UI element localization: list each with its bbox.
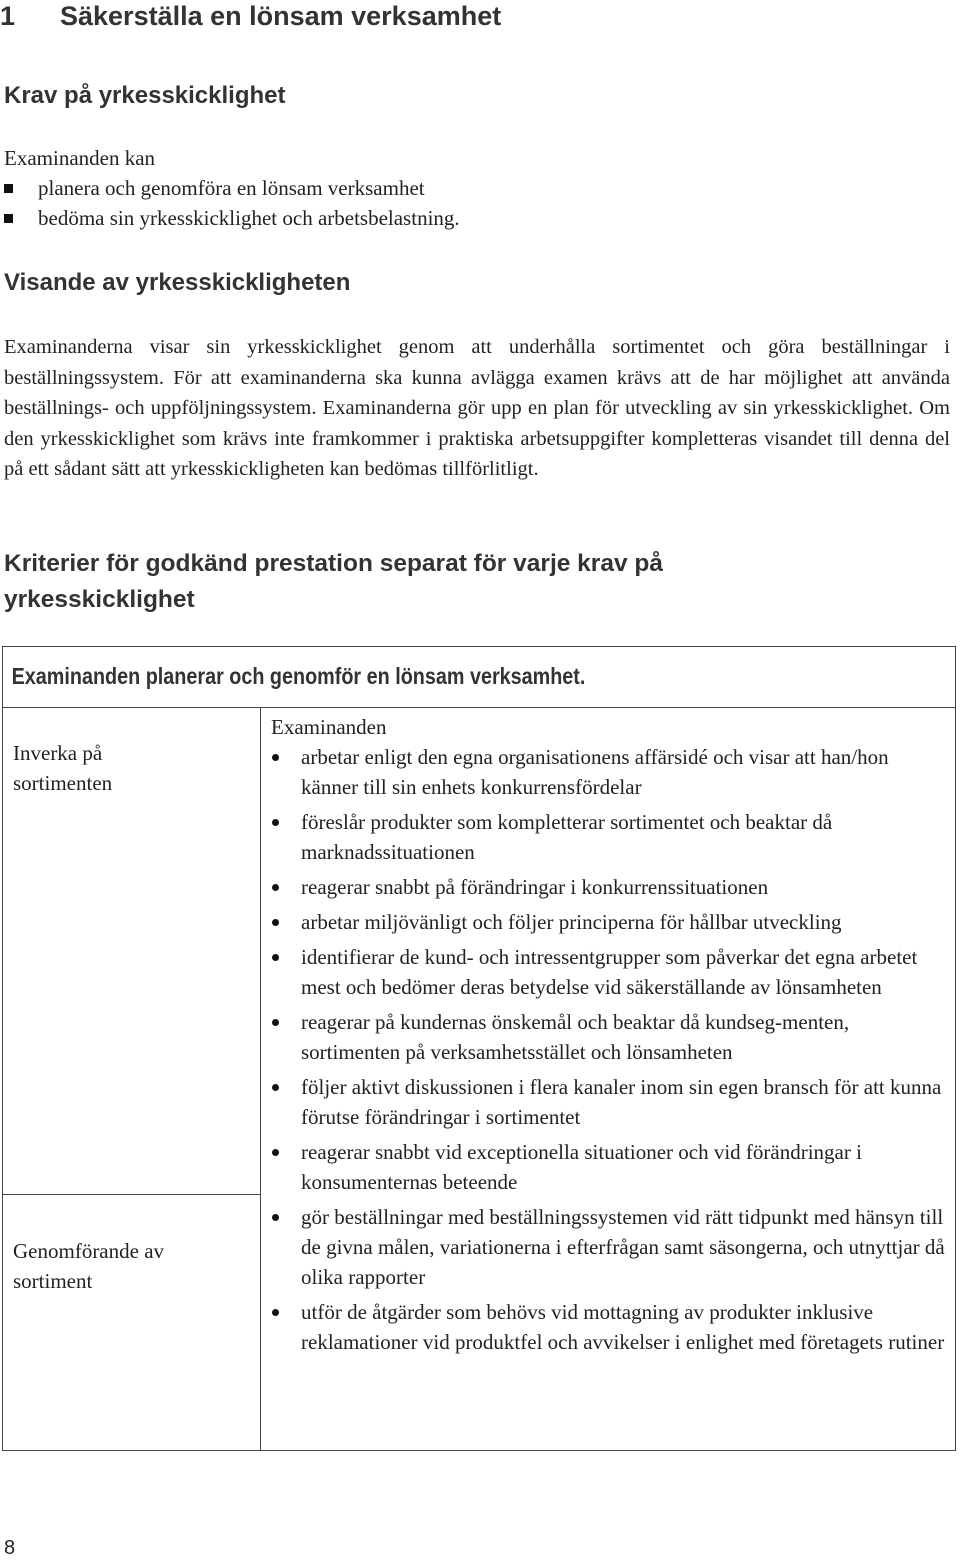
- krav-heading: Krav på yrkesskicklighet: [4, 82, 286, 109]
- criteria-item-text: identifierar de kund- och intressentgrupper som påverkar det egna arbetet mest och bedömer deras betydelse vid säkerställande av lönsamheten: [301, 945, 918, 999]
- criteria-item: [271, 942, 947, 1002]
- criteria-list: [271, 742, 947, 1357]
- bullet-icon: [272, 884, 279, 891]
- criteria-item: [271, 907, 947, 937]
- visande-paragraph: Examinanderna visar sin yrkesskicklighet genom att underhålla sortimentet och göra beställningar i beställningssystem. För att examinanderna ska kunna avlägga examen krävs att de har möjlighet att använda beställnings- och uppföljningssystem. Examinanderna gör upp en plan för utveckling av sin yrkesskicklighet. Om den yrkesskicklighet som krävs inte framkommer i praktiska arbetsuppgifter kompletteras visandet till denna del på ett sådant sätt att yrkesskickligheten kan bedömas tillförlitligt.: [4, 336, 950, 480]
- krav-section: [4, 143, 460, 233]
- criteria-table-header: [3, 647, 956, 708]
- competence-area-2: [13, 1236, 164, 1296]
- bullet-icon: [272, 919, 279, 926]
- section-title: Säkerställa en lönsam verksamhet: [60, 1, 502, 31]
- criteria-item: [271, 1007, 947, 1067]
- criteria-item-text: reagerar snabbt vid exceptionella situationer och vid förändringar i konsumenternas beteende: [301, 1140, 862, 1194]
- bullet-icon: [272, 1019, 279, 1026]
- section-number: 1: [0, 1, 16, 31]
- criteria-item: [271, 1072, 947, 1132]
- criteria-item-text: utför de åtgärder som behövs vid mottagning av produkter inklusive reklamationer vid produktfel och avvikelser i enlighet med företagets rutiner: [301, 1300, 945, 1354]
- bullet-icon: [272, 819, 279, 826]
- square-bullet-icon: [4, 184, 13, 193]
- criteria-item: [271, 807, 947, 867]
- kriterier-heading: [4, 546, 663, 618]
- competence-area-column: [3, 708, 261, 1451]
- visande-heading: Visande av yrkesskickligheten: [4, 269, 351, 296]
- criteria-item-text: reagerar på kundernas önskemål och beaktar då kundseg-menten, sortimenten på verksamhetsstället och lönsamheten: [301, 1010, 850, 1064]
- criteria-column: [261, 708, 956, 1451]
- list-item-text: bedöma sin yrkesskicklighet och arbetsbelastning.: [38, 206, 460, 230]
- criteria-item: [271, 1137, 947, 1197]
- krav-intro: Examinanden kan: [4, 146, 156, 170]
- competence-area-1: [13, 738, 112, 798]
- bullet-icon: [272, 954, 279, 961]
- criteria-item: [271, 1202, 947, 1292]
- kriterier-heading-line1: Kriterier för godkänd prestation separat för varje krav på: [4, 550, 663, 577]
- criteria-intro: Examinanden: [271, 715, 387, 739]
- area-2-line2: sortiment: [13, 1269, 93, 1293]
- list-item: [4, 203, 460, 233]
- area-2-line1: Genomförande av: [13, 1239, 165, 1263]
- area-1-line2: sortimenten: [13, 771, 113, 795]
- criteria-item-text: arbetar enligt den egna organisationens affärsidé och visar att han/hon känner till sin enhets konkurrensfördelar: [301, 745, 889, 799]
- criteria-item-text: reagerar snabbt på förändringar i konkurrenssituationen: [301, 875, 769, 899]
- bullet-icon: [272, 1084, 279, 1091]
- criteria-table-title: Examinanden planerar och genomför en lönsam verksamhet.: [11, 663, 586, 689]
- criteria-item-text: föreslår produkter som kompletterar sortimentet och beaktar då marknadssituationen: [301, 810, 833, 864]
- bullet-icon: [272, 1214, 279, 1221]
- kriterier-heading-line2: yrkesskicklighet: [4, 586, 195, 613]
- criteria-table: [2, 646, 956, 1451]
- bullet-icon: [272, 754, 279, 761]
- list-item: [4, 173, 460, 203]
- bullet-icon: [272, 1309, 279, 1316]
- area-1-line1: Inverka på: [13, 741, 103, 765]
- bullet-icon: [272, 1149, 279, 1156]
- criteria-item-text: följer aktivt diskussionen i flera kanaler inom sin egen bransch för att kunna förutse förändringar i sortimentet: [301, 1075, 942, 1129]
- criteria-item: [271, 872, 947, 902]
- krav-list: [4, 173, 460, 233]
- area-divider: [3, 1194, 260, 1195]
- page-number: 8: [4, 1537, 16, 1559]
- page-title: [0, 0, 501, 32]
- list-item-text: planera och genomföra en lönsam verksamhet: [38, 176, 425, 200]
- criteria-item: [271, 742, 947, 802]
- criteria-item: [271, 1297, 947, 1357]
- square-bullet-icon: [4, 214, 13, 223]
- criteria-item-text: gör beställningar med beställningssystemen vid rätt tidpunkt med hänsyn till de givna målen, variationerna i efterfrågan samt säsongerna, och utnyttjar då olika rapporter: [301, 1205, 945, 1289]
- criteria-item-text: arbetar miljövänligt och följer principerna för hållbar utveckling: [301, 910, 842, 934]
